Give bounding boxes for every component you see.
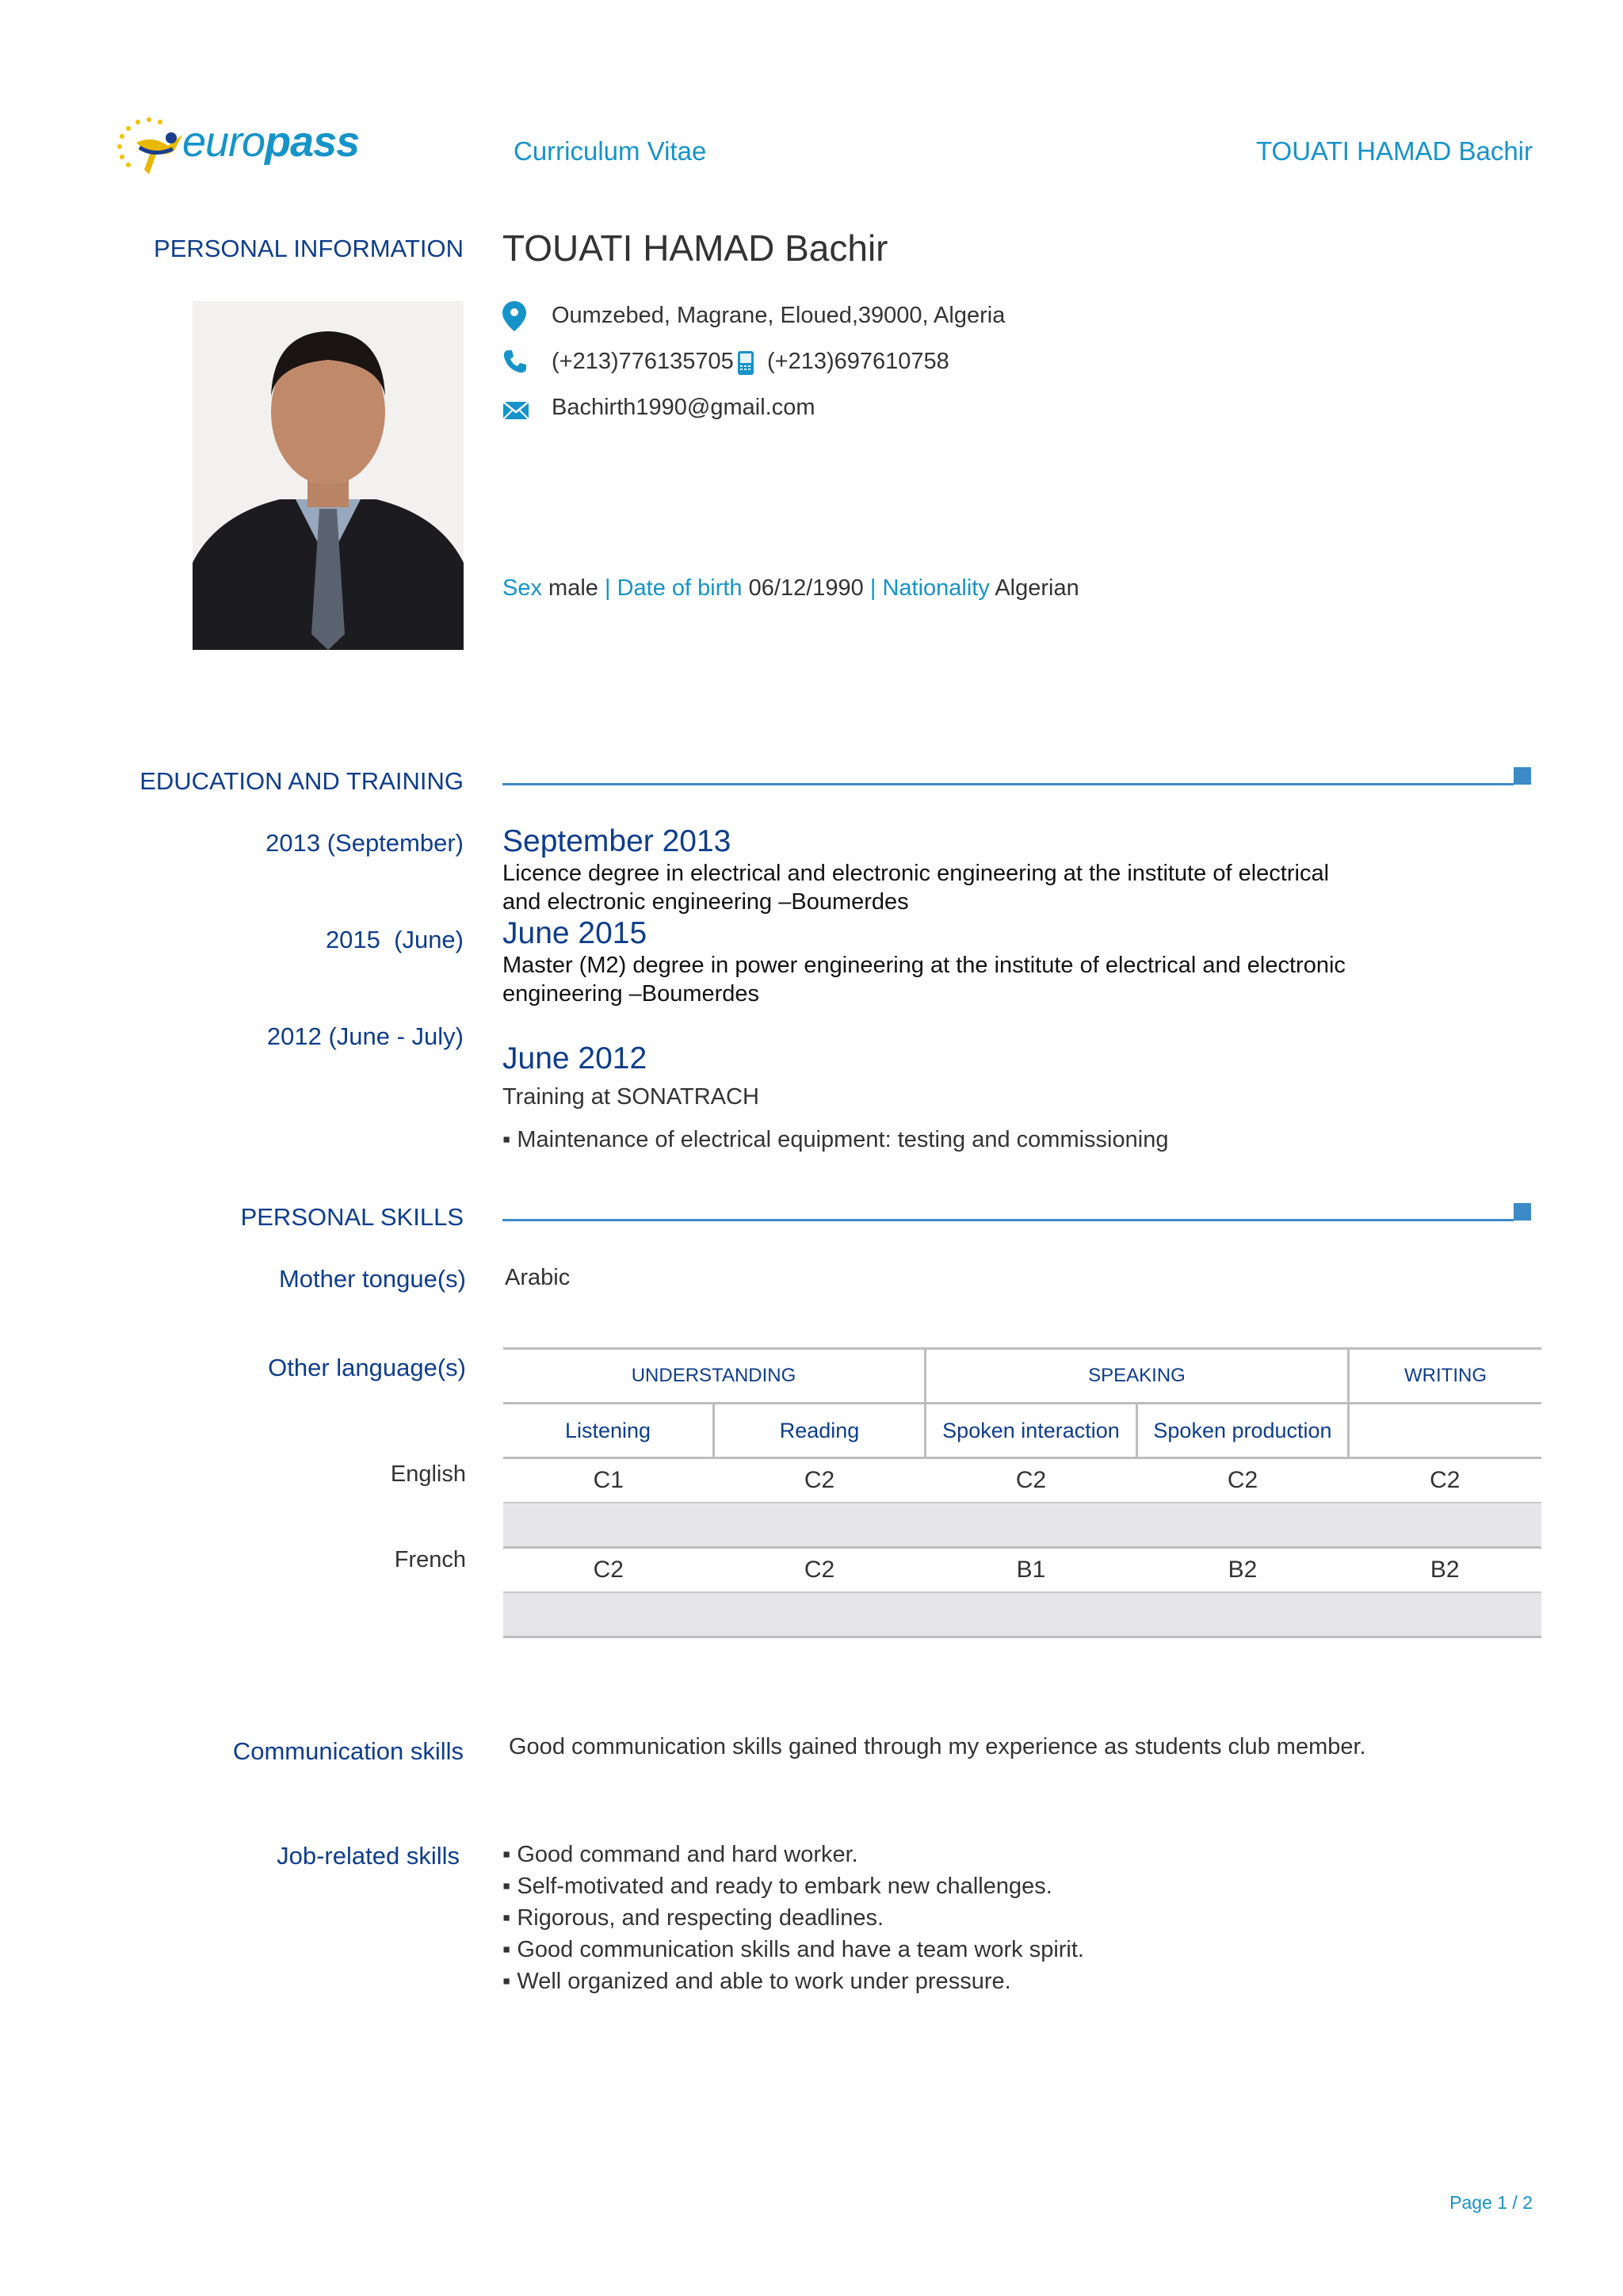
section-personal-skills: PERSONAL SKILLS [240,1203,464,1231]
phone-icon [502,349,528,374]
edu-line: and electronic engineering –Boumerdes [502,889,909,915]
communication-skills-label: Communication skills [232,1737,464,1765]
table-cell: C1 [503,1458,714,1503]
language-table [503,1347,1541,1638]
table-cell: C2 [714,1548,926,1593]
edu-side-date: 2012 (June - July) [266,1022,464,1050]
doc-title: Curriculum Vitae [514,136,707,166]
language-name: French [394,1547,466,1572]
email-address: Bachirth1990@gmail.com [552,395,815,420]
sex-value: male [548,575,598,601]
edu-line: Master (M2) degree in power engineering at the institute of electrical and electronic [502,953,1346,978]
edu-description: Training at SONATRACH [502,1084,759,1110]
table-subheader [1349,1404,1542,1458]
personal-details-line [502,575,1079,602]
job-skills-list [502,1839,1084,1997]
phone-number: (+213)776135705 [552,349,734,374]
table-row [503,1548,1541,1593]
edu-title: June 2012 [502,1041,647,1075]
section-personal-information: PERSONAL INFORMATION [154,235,464,262]
table-subheader: Spoken interaction [926,1404,1137,1458]
page-number: Page 1 / 2 [1449,2192,1533,2213]
email-icon [502,401,529,420]
table-cell: C2 [1349,1458,1542,1503]
nationality-value: Algerian [995,575,1079,601]
address: Oumzebed, Magrane, Eloued,39000, Algeria [552,303,1006,328]
edu-title: September 2013 [502,824,731,858]
table-cell: B2 [1137,1548,1349,1593]
language-name: English [390,1461,466,1487]
logo-euro-text: euro [182,118,265,166]
edu-side-date: 2013 (September) [265,829,464,857]
edu-line: engineering –Boumerdes [502,981,760,1007]
table-cell: C2 [926,1458,1137,1503]
section-rule [502,783,1514,785]
other-languages-label: Other language(s) [268,1354,466,1381]
list-item: ▪ Good command and hard worker. [502,1839,1084,1870]
dob-label: Date of birth [617,575,743,601]
edu-description [502,859,1374,916]
list-item: ▪ Rigorous, and respecting deadlines. [502,1902,1084,1934]
table-spacer-row [503,1592,1541,1637]
separator: | [869,575,876,601]
section-rule [502,1219,1514,1221]
mobile-icon [737,350,754,376]
person-name: TOUATI HAMAD Bachir [502,227,888,269]
table-cell: B2 [1349,1548,1542,1593]
person-photo-icon [193,301,464,650]
list-item: ▪ Maintenance of electrical equipment: testing and commissioning [502,1124,1168,1156]
mobile-number: (+213)697610758 [767,349,949,374]
mother-tongue-value: Arabic [505,1265,571,1290]
edu-description [502,951,1374,1008]
location-icon [502,301,526,331]
table-subheader-row [503,1404,1541,1458]
table-cell: C2 [503,1548,714,1593]
table-cell: C2 [714,1458,926,1503]
job-skills-label: Job-related skills [277,1842,460,1870]
table-cell: C2 [1137,1458,1349,1503]
edu-title: June 2015 [502,916,647,950]
list-item: ▪ Self-motivated and ready to embark new challenges. [502,1870,1084,1902]
section-education: EDUCATION AND TRAINING [139,767,464,795]
table-header-row [503,1349,1541,1404]
edu-side-date: 2015 (June) [325,926,464,953]
sex-label: Sex [502,575,542,601]
table-header: WRITING [1349,1349,1542,1404]
dob-value: 06/12/1990 [748,575,864,601]
table-subheader: Listening [503,1404,714,1458]
list-item: ▪ Well organized and able to work under pressure. [502,1966,1084,1997]
separator: | [604,575,611,601]
edu-bullet-list [502,1124,1168,1156]
table-row [503,1458,1541,1503]
table-header: SPEAKING [926,1349,1349,1404]
table-header: UNDERSTANDING [503,1349,926,1404]
table-cell: B1 [926,1548,1137,1593]
mother-tongue-label: Mother tongue(s) [278,1265,466,1293]
header-person-name: TOUATI HAMAD Bachir [1256,136,1533,166]
table-spacer-row [503,1503,1541,1548]
communication-skills-text: Good communication skills gained through my experience as students club member. [509,1734,1366,1759]
table-subheader: Reading [714,1404,926,1458]
europass-logo [113,111,360,182]
section-marker [1514,1203,1531,1221]
section-marker [1514,767,1531,785]
table-subheader: Spoken production [1137,1404,1349,1458]
list-item: ▪ Good communication skills and have a team work spirit. [502,1934,1084,1966]
europass-figure-icon [113,111,192,182]
logo-pass-text: pass [265,118,360,166]
nationality-label: Nationality [882,575,990,601]
profile-photo [193,301,464,650]
edu-line: Licence degree in electrical and electronic engineering at the institute of electrical [502,861,1330,886]
